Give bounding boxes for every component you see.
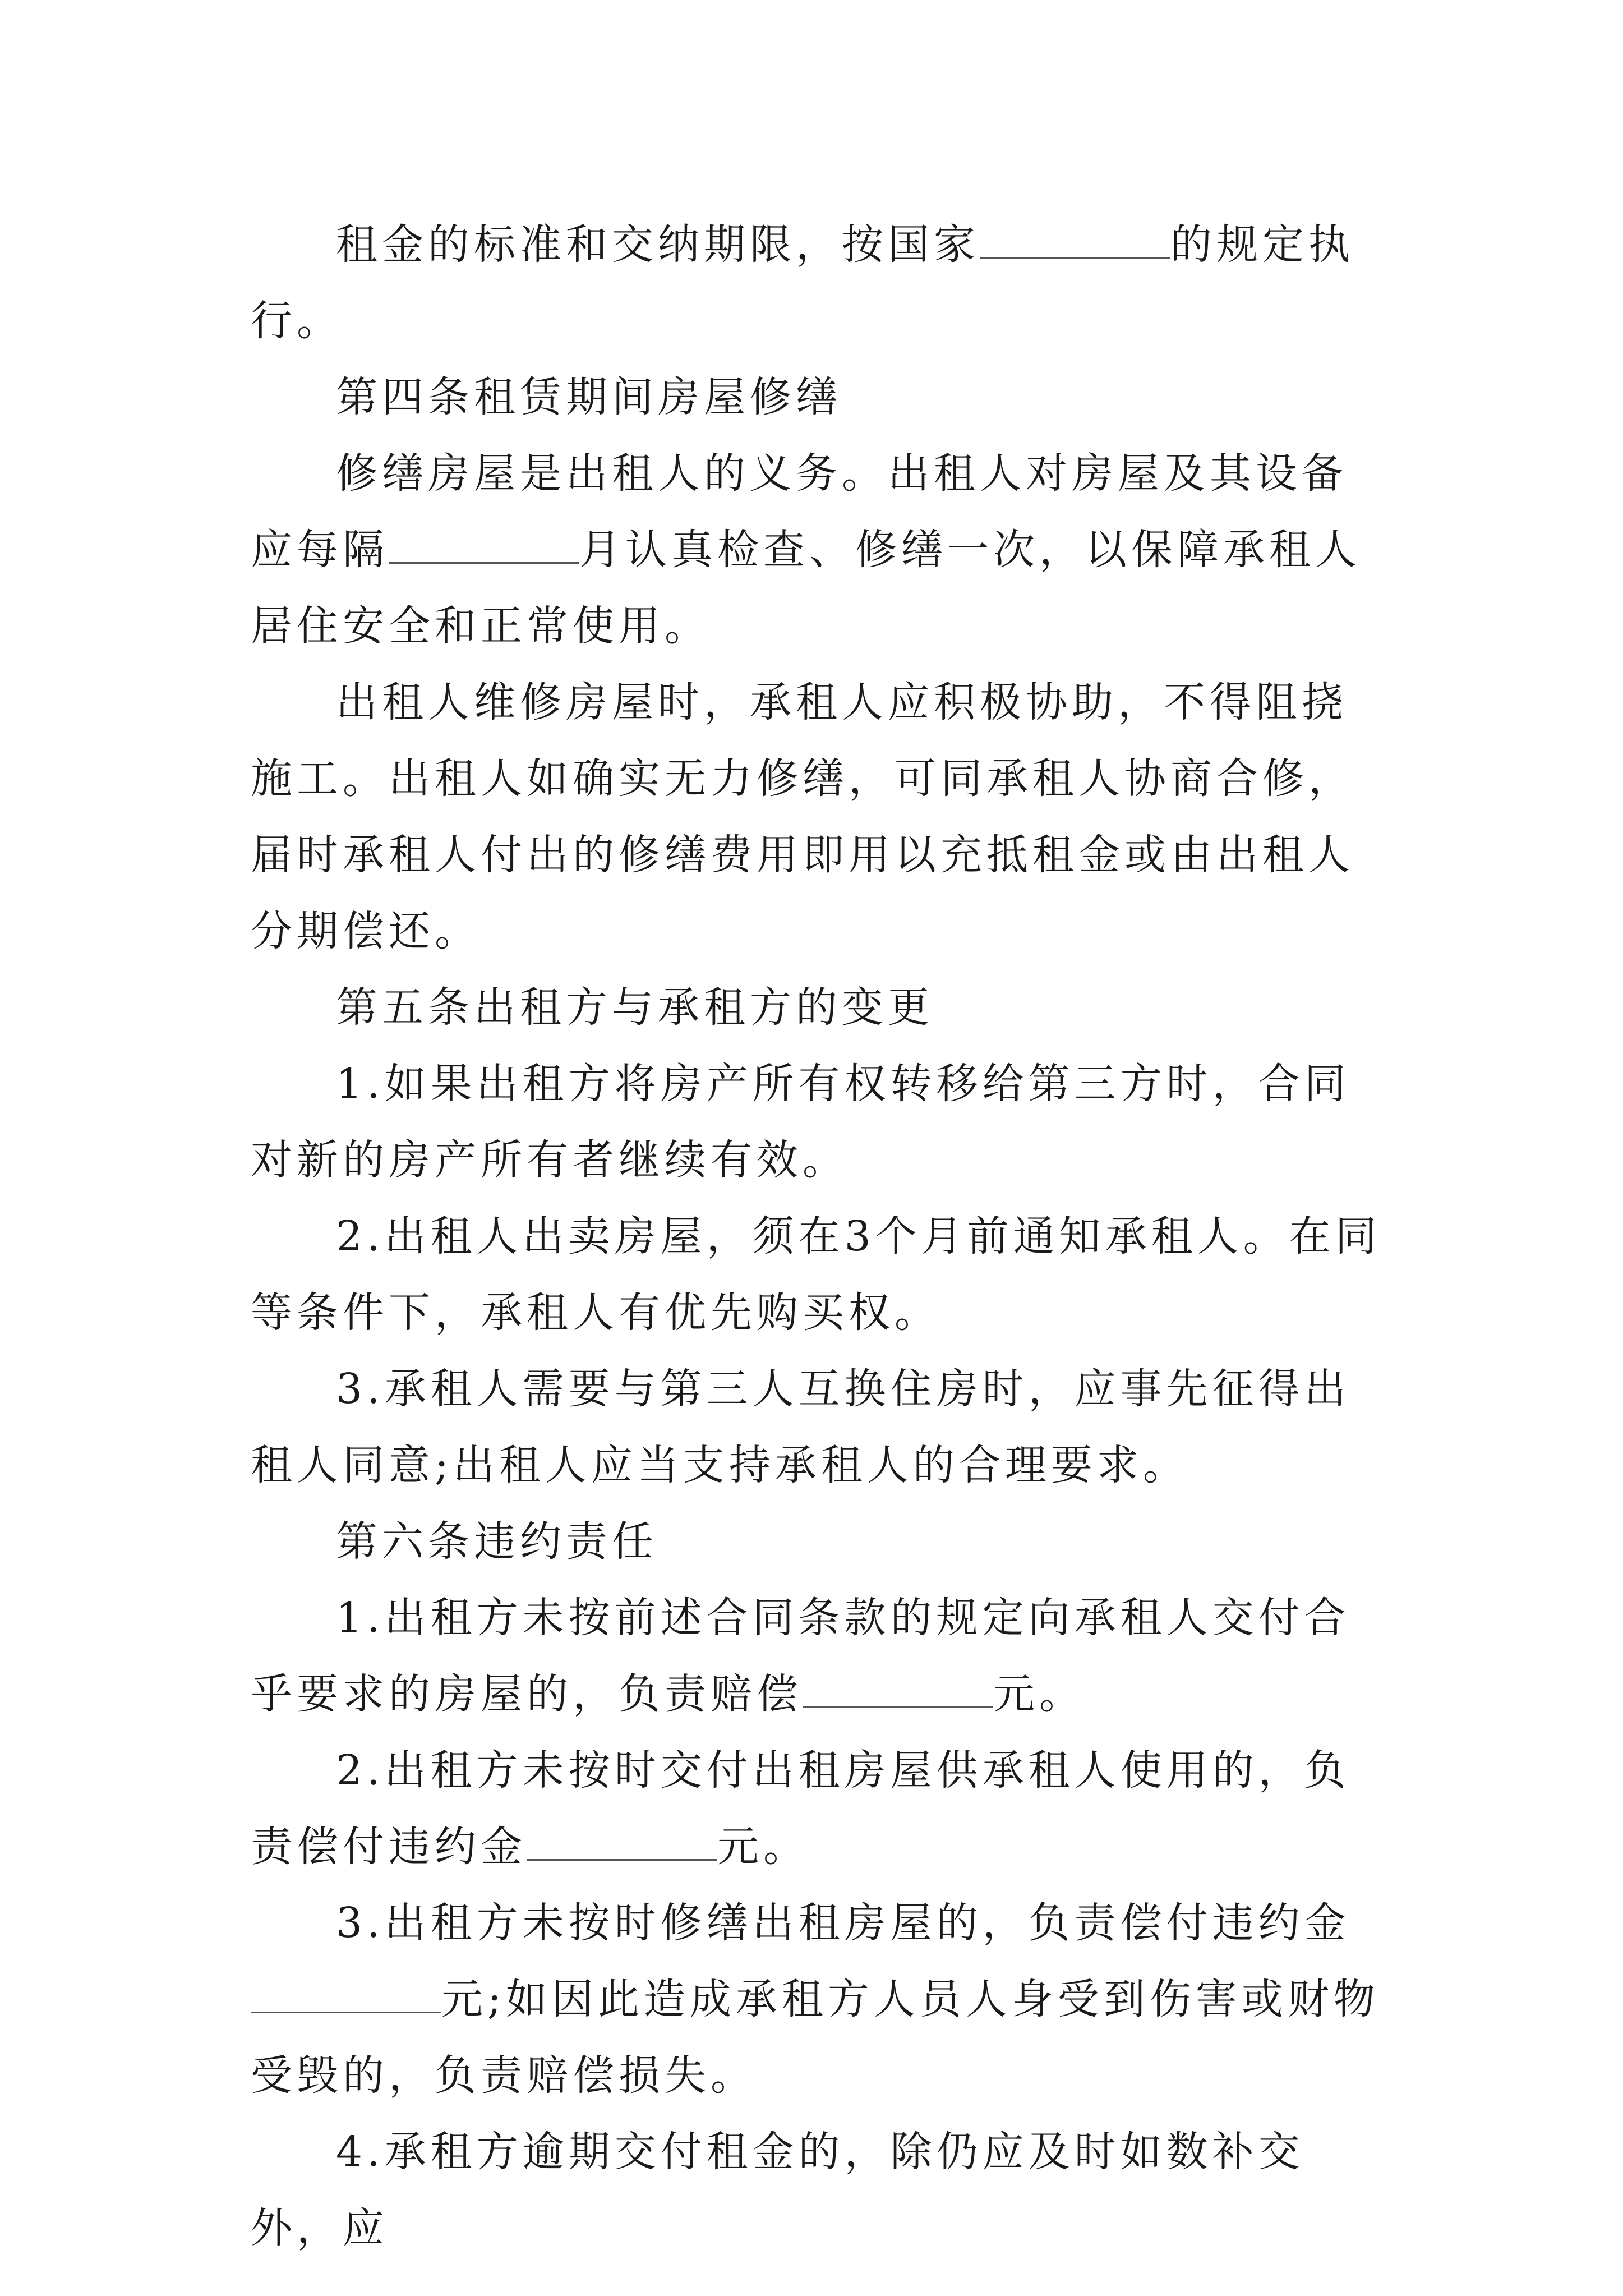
fill-in-blank[interactable] xyxy=(803,1673,993,1708)
list-item-6-2 xyxy=(251,1732,1389,1885)
section-heading-article-6 xyxy=(251,1503,1389,1580)
paragraph-text: 的规定执行。 xyxy=(251,220,1354,345)
list-item-5-1 xyxy=(251,1046,1389,1198)
paragraph-text: 1.如果出租方将房产所有权转移给第三方时，合同对新的房产所有者继续有效。 xyxy=(251,1060,1350,1184)
paragraph-text: 2.出租方未按时交付出租房屋供承租人使用的，负责偿付违约金 xyxy=(251,1746,1350,1871)
paragraph-text: 元。 xyxy=(993,1670,1085,1718)
paragraph-text: 月认真检查、修缮一次，以保障承租人居住安全和正常使用。 xyxy=(251,526,1361,650)
document-body xyxy=(251,206,1389,2266)
fill-in-blank[interactable] xyxy=(980,223,1170,259)
heading-text: 第六条违约责任 xyxy=(336,1517,658,1566)
heading-text: 第四条租赁期间房屋修缮 xyxy=(336,373,842,421)
list-item-6-4 xyxy=(251,2114,1389,2266)
list-item-6-1 xyxy=(251,1580,1389,1732)
section-heading-article-4 xyxy=(251,359,1389,435)
heading-text: 第五条出租方与承租方的变更 xyxy=(336,983,934,1032)
paragraph-text: 1.出租方未按前述合同条款的规定向承租人交付合乎要求的房屋的，负责赔偿 xyxy=(251,1594,1350,1718)
paragraph-text: 修缮房屋是出租人的义务。出租人对房屋及其设备应每隔 xyxy=(251,449,1348,574)
list-item-6-3 xyxy=(251,1885,1389,2114)
fill-in-blank[interactable] xyxy=(251,1978,441,2013)
fill-in-blank[interactable] xyxy=(389,528,579,564)
paragraph-rent-standard xyxy=(251,206,1389,359)
paragraph-text: 3.出租方未按时修缮出租房屋的，负责偿付违约金 xyxy=(336,1899,1350,1947)
paragraph-text: 出租人维修房屋时，承租人应积极协助，不得阻挠施工。出租人如确实无力修缮，可同承租人协商合修，届时承租人付出的修缮费用即用以充抵租金或由出租人分期偿还。 xyxy=(251,678,1354,955)
list-item-5-3 xyxy=(251,1351,1389,1503)
paragraph-text: 元。 xyxy=(717,1823,809,1871)
paragraph-repair-cooperation xyxy=(251,664,1389,969)
paragraph-text: 2.出租人出卖房屋，须在3个月前通知承租人。在同等条件下，承租人有优先购买权。 xyxy=(251,1212,1381,1337)
paragraph-text: 3.承租人需要与第三人互换住房时，应事先征得出租人同意;出租人应当支持承租人的合理要求。 xyxy=(251,1365,1350,1489)
paragraph-text: 元;如因此造成承租方人员人身受到伤害或财物受毁的，负责赔偿损失。 xyxy=(251,1975,1380,2100)
section-heading-article-5 xyxy=(251,969,1389,1046)
paragraph-repair-duty xyxy=(251,435,1389,664)
list-item-5-2 xyxy=(251,1198,1389,1351)
fill-in-blank[interactable] xyxy=(527,1825,717,1861)
paragraph-text: 租金的标准和交纳期限，按国家 xyxy=(336,220,980,269)
paragraph-text: 4.承租方逾期交付租金的，除仍应及时如数补交外，应 xyxy=(251,2128,1304,2252)
